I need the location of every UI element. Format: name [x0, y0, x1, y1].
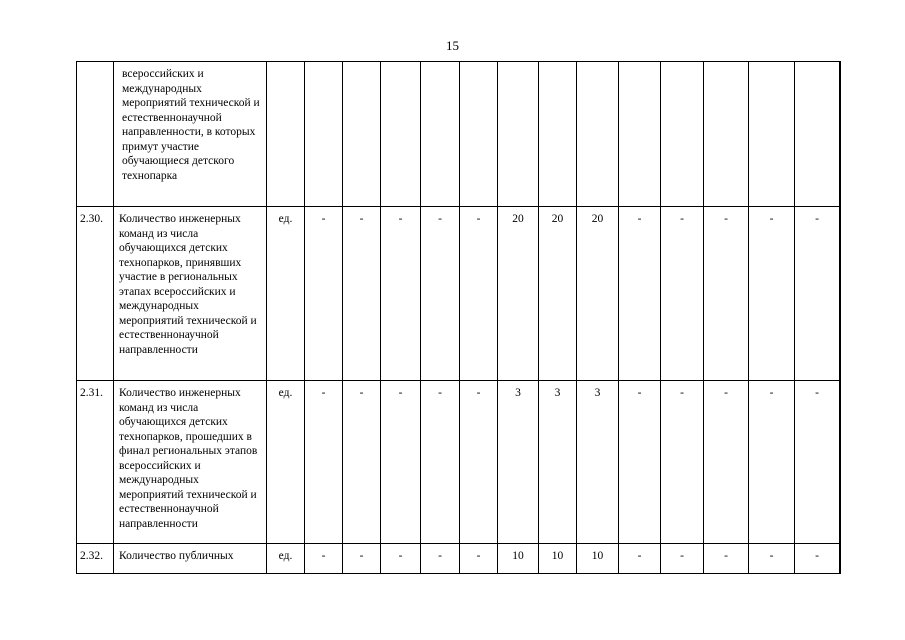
- unit-cell: ед.: [267, 381, 305, 544]
- value-cell: -: [749, 207, 795, 381]
- value-cell: -: [619, 381, 661, 544]
- table-row: [77, 62, 841, 207]
- value-cell: -: [421, 207, 460, 381]
- value-cell: [704, 62, 749, 207]
- value-cell: -: [704, 381, 749, 544]
- value-cell: [661, 62, 704, 207]
- value-cell: 20: [539, 207, 577, 381]
- value-cell: [421, 62, 460, 207]
- value-cell: -: [381, 381, 421, 544]
- value-cell: -: [421, 381, 460, 544]
- value-cell: -: [795, 207, 840, 381]
- value-cell: -: [661, 544, 704, 574]
- value-cell: -: [421, 544, 460, 574]
- row-number: 2.32.: [77, 544, 114, 574]
- row-number: 2.30.: [77, 207, 114, 381]
- value-cell: -: [305, 381, 343, 544]
- value-cell: 10: [577, 544, 619, 574]
- value-cell: 20: [498, 207, 539, 381]
- value-cell: -: [343, 381, 381, 544]
- value-cell: -: [661, 207, 704, 381]
- value-cell: [840, 381, 841, 544]
- value-cell: -: [619, 207, 661, 381]
- value-cell: [381, 62, 421, 207]
- indicator-name: Количество инженерных команд из числа обучающихся детских технопарков, прошедших в финал региональных этапов всероссийских и международных мероприятий технической и естественнонаучной направленности: [114, 381, 267, 544]
- indicator-name: Количество инженерных команд из числа обучающихся детских технопарков, принявших участие в региональных этапах всероссийских и международных мероприятий технической и естественнонаучной направленности: [114, 207, 267, 381]
- value-cell: -: [749, 544, 795, 574]
- value-cell: -: [749, 381, 795, 544]
- value-cell: -: [661, 381, 704, 544]
- unit-cell: ед.: [267, 544, 305, 574]
- value-cell: -: [460, 381, 498, 544]
- value-cell: -: [795, 381, 840, 544]
- value-cell: [840, 544, 841, 574]
- indicator-name: Количество публичных: [114, 544, 267, 574]
- value-cell: 10: [539, 544, 577, 574]
- indicator-name: всероссийских и международных мероприятий технической и естественнонаучной направленности, в которых примут участие обучающиеся детского технопарка: [114, 62, 267, 207]
- value-cell: [840, 207, 841, 381]
- unit-cell: [267, 62, 305, 207]
- value-cell: -: [460, 207, 498, 381]
- value-cell: -: [704, 207, 749, 381]
- value-cell: [498, 62, 539, 207]
- value-cell: 10: [498, 544, 539, 574]
- value-cell: [343, 62, 381, 207]
- value-cell: [539, 62, 577, 207]
- value-cell: -: [305, 207, 343, 381]
- page-number: 15: [446, 38, 459, 53]
- value-cell: -: [305, 544, 343, 574]
- row-number: 2.31.: [77, 381, 114, 544]
- unit-cell: ед.: [267, 207, 305, 381]
- value-cell: 20: [577, 207, 619, 381]
- value-cell: 3: [577, 381, 619, 544]
- value-cell: [840, 62, 841, 207]
- table-row: [77, 381, 841, 544]
- value-cell: 3: [498, 381, 539, 544]
- row-number: [77, 62, 114, 207]
- value-cell: -: [381, 207, 421, 381]
- value-cell: [305, 62, 343, 207]
- value-cell: -: [343, 207, 381, 381]
- value-cell: [619, 62, 661, 207]
- value-cell: [460, 62, 498, 207]
- value-cell: -: [381, 544, 421, 574]
- value-cell: -: [704, 544, 749, 574]
- indicators-table: [76, 61, 841, 574]
- table-row: [77, 207, 841, 381]
- value-cell: [577, 62, 619, 207]
- value-cell: [795, 62, 840, 207]
- value-cell: -: [619, 544, 661, 574]
- table-row: [77, 544, 841, 574]
- value-cell: -: [460, 544, 498, 574]
- value-cell: 3: [539, 381, 577, 544]
- value-cell: -: [795, 544, 840, 574]
- value-cell: [749, 62, 795, 207]
- value-cell: -: [343, 544, 381, 574]
